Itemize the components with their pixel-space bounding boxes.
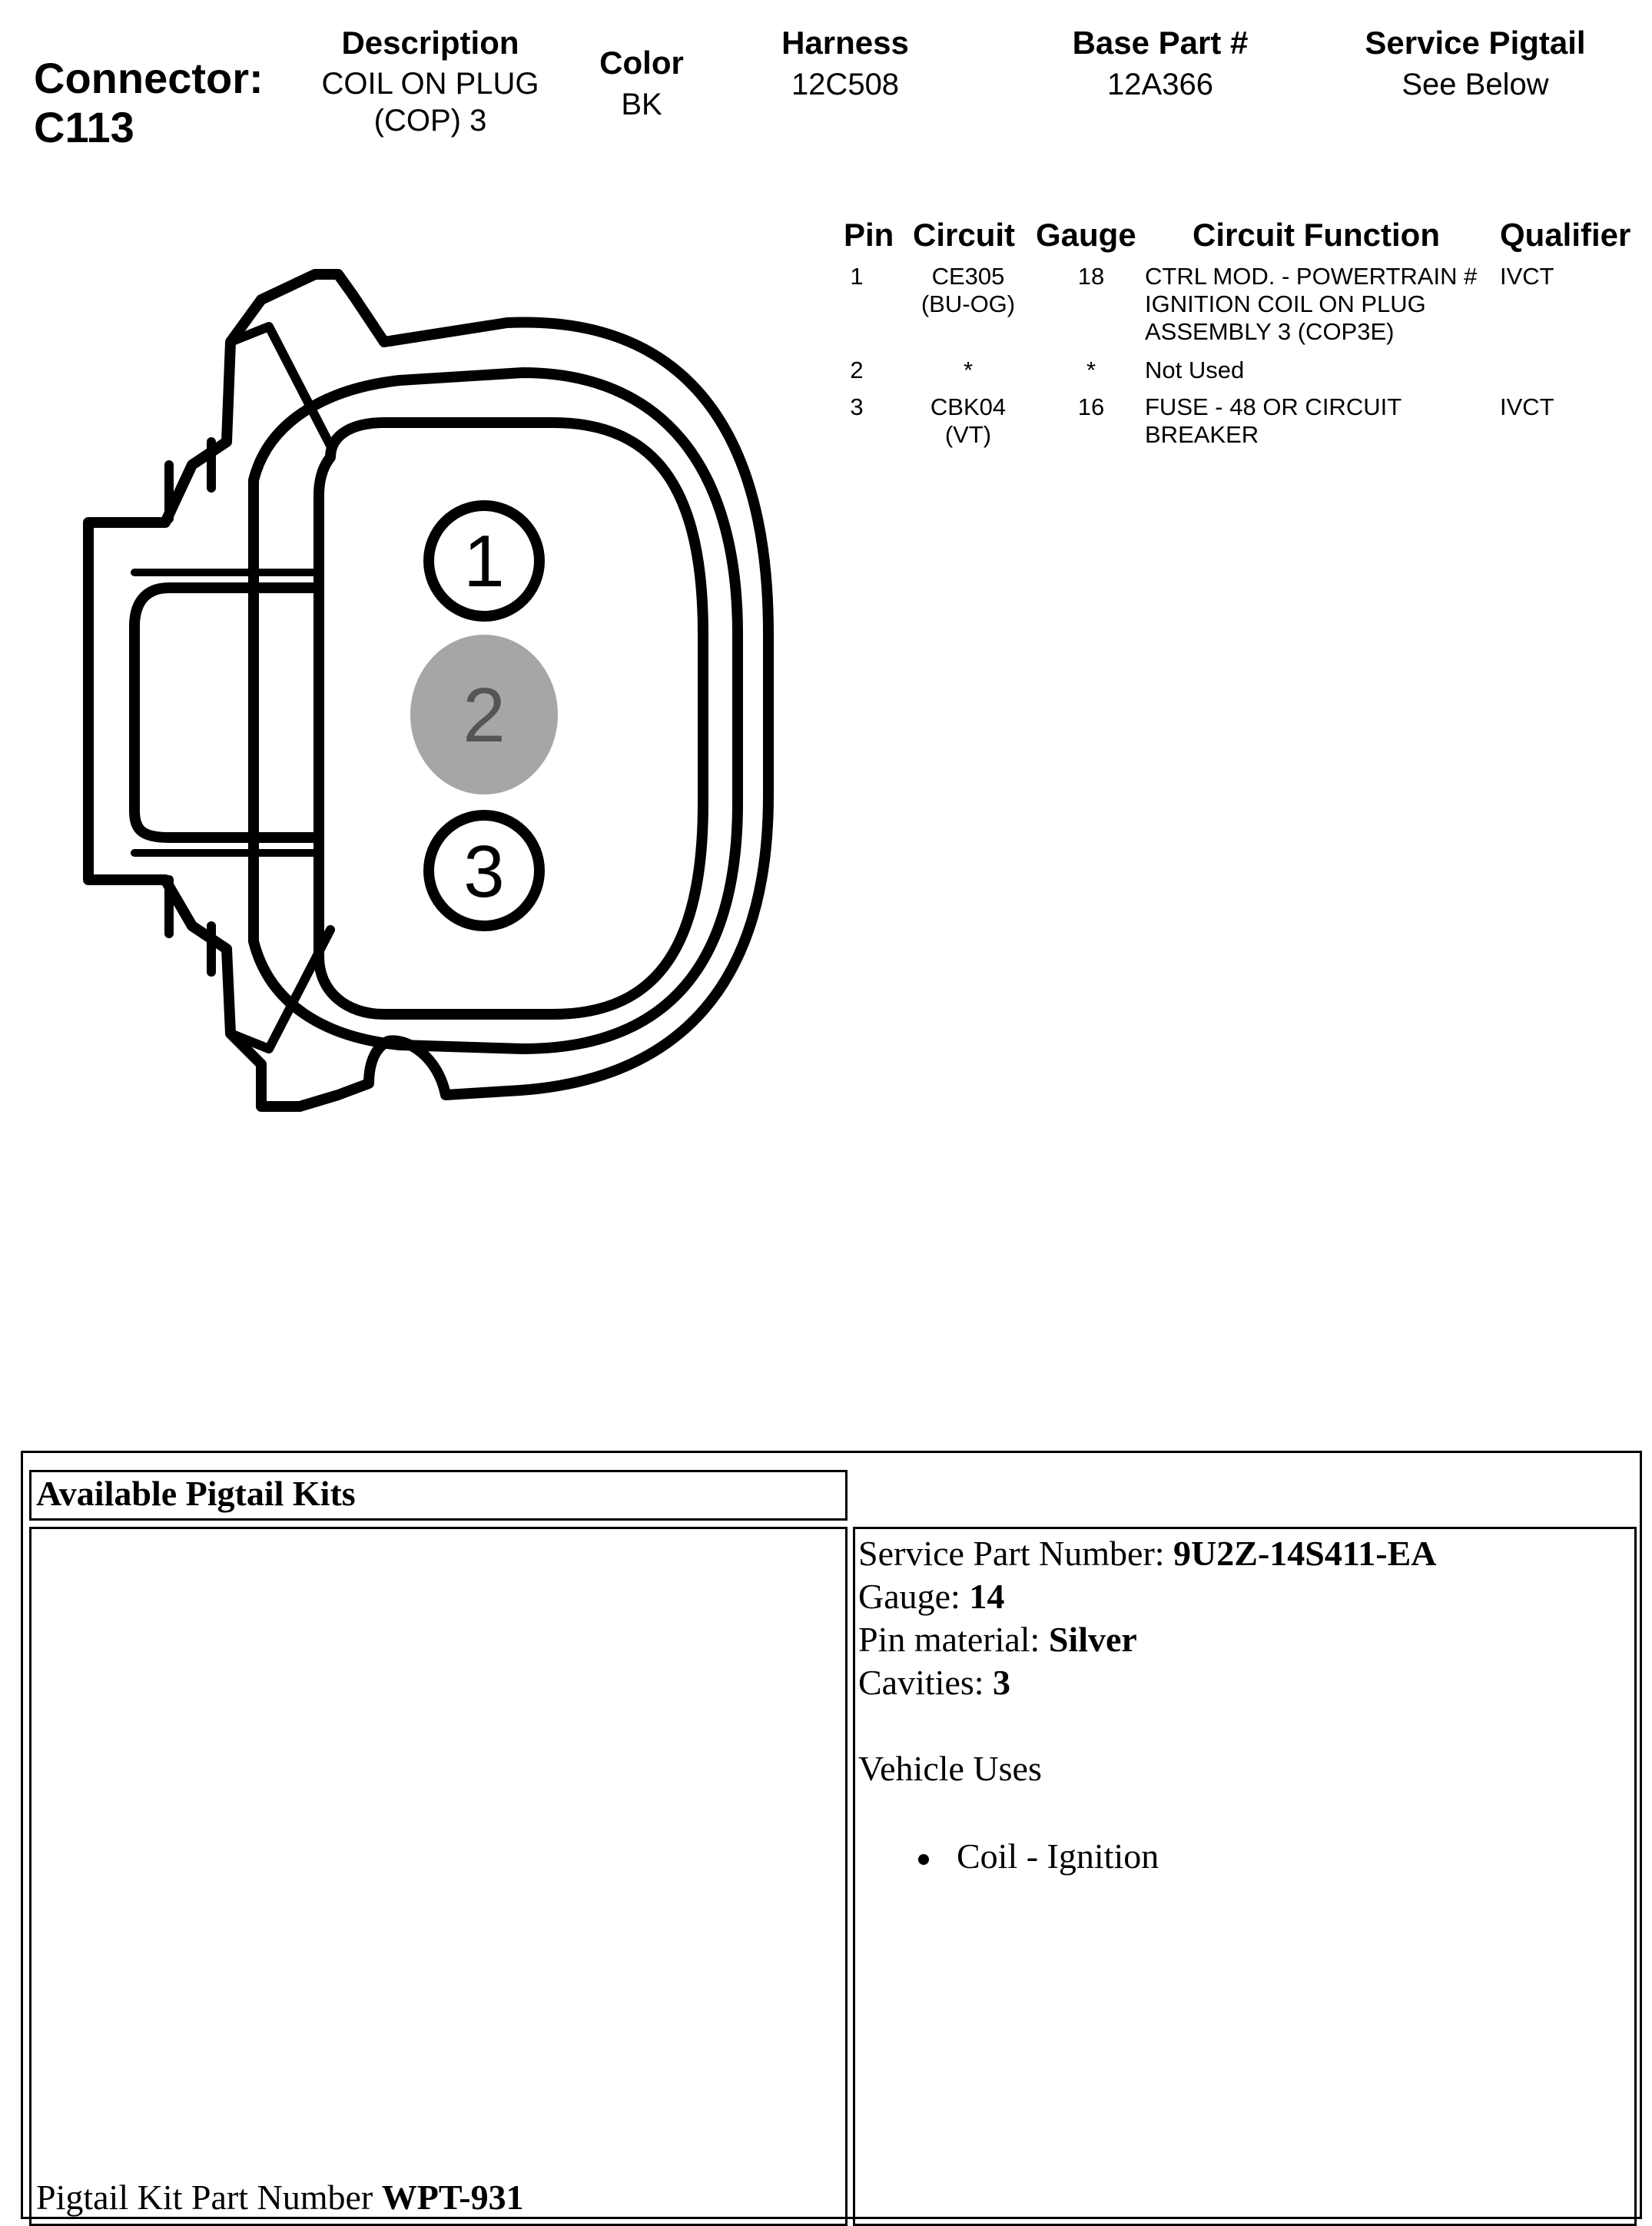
function-line: FUSE - 48 OR CIRCUIT — [1145, 393, 1402, 420]
harness-column — [738, 23, 953, 106]
pin-1 — [429, 506, 539, 616]
harness-label: Harness — [781, 25, 909, 61]
header-circuit-function: Circuit Function — [1193, 217, 1440, 253]
kit-part-value: WPT-931 — [381, 2178, 524, 2217]
service-part-value: 9U2Z-14S411-EA — [1173, 1534, 1437, 1573]
circuit-cell — [899, 357, 1037, 384]
circuit-color: (BU-OG) — [921, 290, 1016, 317]
circuit-color: (VT) — [944, 421, 992, 448]
gauge-cell: 18 — [1077, 263, 1105, 290]
function-line: CTRL MOD. - POWERTRAIN # — [1145, 263, 1478, 290]
service-pigtail-column — [1337, 23, 1614, 106]
description-value-line2: (COP) 3 — [373, 104, 487, 138]
kits-title: Available Pigtail Kits — [36, 1474, 356, 1513]
function-line: BREAKER — [1145, 421, 1259, 448]
pin-number: 3 — [850, 393, 864, 420]
connector-header — [0, 23, 1652, 161]
pin-2-unused — [410, 635, 558, 795]
function-cell — [1145, 263, 1498, 346]
latch-outline — [134, 588, 319, 838]
pin-material-label: Pin material: — [858, 1620, 1049, 1659]
pin-material-value: Silver — [1048, 1620, 1137, 1659]
pin-3 — [429, 815, 539, 926]
connector-face-diagram — [77, 265, 784, 1149]
kit-part-number — [36, 2176, 524, 2219]
cavities-line — [858, 1661, 1634, 1704]
kits-title-cell — [29, 1470, 848, 1521]
vehicle-use-item: Coil - Ignition — [957, 1836, 1159, 1876]
function-line: ASSEMBLY 3 (COP3E) — [1145, 318, 1395, 345]
base-part-column — [1045, 23, 1275, 106]
kit-details-cell — [853, 1527, 1637, 2226]
header-pin: Pin — [844, 217, 894, 253]
function-cell — [1145, 393, 1498, 449]
pin-1-label: 1 — [463, 520, 505, 602]
latch-rails — [134, 572, 319, 853]
base-part-label: Base Part # — [1072, 25, 1249, 61]
connector-title — [34, 54, 264, 152]
gauge-line — [858, 1575, 1634, 1618]
qualifier-cell: IVCT — [1500, 393, 1554, 420]
header-circuit: Circuit — [913, 217, 1016, 253]
list-item — [858, 1835, 1634, 1878]
qualifier-cell: IVCT — [1500, 263, 1554, 290]
function-line: IGNITION COIL ON PLUG — [1145, 290, 1426, 317]
kit-image-cell — [29, 1527, 848, 2226]
service-part-line — [858, 1532, 1634, 1575]
bullet-icon — [918, 1854, 929, 1865]
pin-3-label: 3 — [463, 831, 505, 913]
pin-number: 2 — [850, 357, 864, 383]
function-cell: Not Used — [1145, 357, 1245, 383]
header-gauge: Gauge — [1036, 217, 1136, 253]
pin-number: 1 — [850, 263, 864, 290]
service-pigtail-value: See Below — [1402, 68, 1549, 101]
circuit-cell — [899, 393, 1037, 449]
harness-value: 12C508 — [791, 68, 900, 101]
description-column — [300, 23, 561, 141]
header-qualifier: Qualifier — [1500, 217, 1631, 253]
connector-label: Connector: — [34, 54, 264, 102]
description-label: Description — [341, 25, 519, 61]
circuit-cell — [899, 263, 1037, 318]
kit-part-label: Pigtail Kit Part Number — [36, 2178, 382, 2217]
color-column — [569, 43, 715, 126]
service-pigtail-label: Service Pigtail — [1365, 25, 1586, 61]
circuit-id: * — [963, 357, 974, 383]
gauge-label: Gauge: — [858, 1577, 970, 1616]
color-value: BK — [621, 88, 662, 121]
pigtail-kits-box — [21, 1451, 1642, 2219]
service-part-label: Service Part Number: — [858, 1534, 1174, 1573]
pin-2-label: 2 — [463, 672, 506, 758]
gauge-cell: 16 — [1077, 393, 1105, 420]
base-part-value: 12A366 — [1107, 68, 1213, 101]
connector-id: C113 — [34, 103, 134, 151]
circuit-id: CBK04 — [930, 393, 1007, 420]
gauge-value: 14 — [969, 1577, 1005, 1616]
gauge-cell: * — [1086, 357, 1096, 383]
cavities-value: 3 — [993, 1663, 1011, 1702]
cavities-label: Cavities: — [858, 1663, 994, 1702]
circuit-id: CE305 — [931, 263, 1005, 290]
pin-material-line — [858, 1618, 1634, 1661]
color-label: Color — [599, 45, 684, 81]
description-value-line1: COIL ON PLUG — [321, 67, 539, 101]
vehicle-uses-label: Vehicle Uses — [858, 1749, 1042, 1788]
